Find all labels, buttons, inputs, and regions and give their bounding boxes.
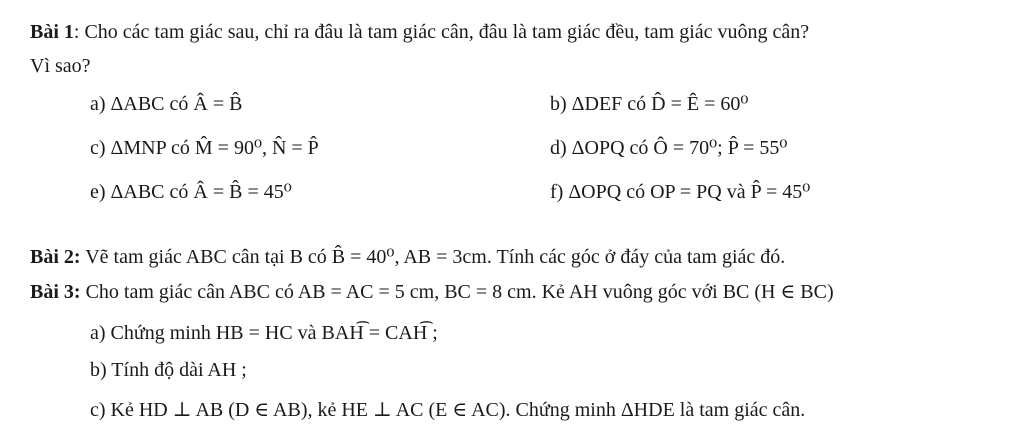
bai3-item-c: c) Kẻ HD ⊥ AB (D ∈ AB), kẻ HE ⊥ AC (E ∈ AC). Chứng minh ΔHDE là tam giác cân.	[90, 399, 806, 421]
bai1-item-d: d) ΔOPQ có Ô = 70⁰; P̂ = 55⁰	[550, 137, 788, 159]
bai3-label: Bài 3:	[30, 281, 81, 303]
bai1-text: : Cho các tam giác sau, chỉ ra đâu là tam giác cân, đâu là tam giác đều, tam giác vuông cân?	[73, 21, 810, 43]
bai1-text-continued: Vì sao?	[30, 55, 91, 77]
bai1-item-c: c) ΔMNP có M̂ = 90⁰, N̂ = P̂	[90, 137, 319, 159]
bai2-text: Vẽ tam giác ABC cân tại B có B̂ = 40⁰, AB = 3cm. Tính các góc ở đáy của tam giác đó.	[80, 246, 786, 268]
bai1-label: Bài 1	[30, 21, 74, 43]
bai1-item-f: f) ΔOPQ có OP = PQ và P̂ = 45⁰	[550, 181, 811, 203]
bai3-item-a: a) Chứng minh HB = HC và BAH͡ = CAH͡ ;	[90, 322, 438, 344]
bai3-text: Cho tam giác cân ABC có AB = AC = 5 cm, BC = 8 cm. Kẻ AH vuông góc với BC (H ∈ BC)	[80, 281, 834, 303]
bai2-paragraph	[30, 245, 785, 269]
bai1-heading	[30, 20, 809, 44]
bai2-label: Bài 2:	[30, 246, 81, 268]
bai3-paragraph	[30, 280, 834, 304]
bai3-item-b: b) Tính độ dài AH ;	[90, 359, 247, 381]
bai1-item-b: b) ΔDEF có D̂ = Ê = 60⁰	[550, 93, 749, 115]
bai1-item-e: e) ΔABC có Â = B̂ = 45⁰	[90, 181, 292, 203]
bai1-item-a: a) ΔABC có Â = B̂	[90, 93, 243, 115]
